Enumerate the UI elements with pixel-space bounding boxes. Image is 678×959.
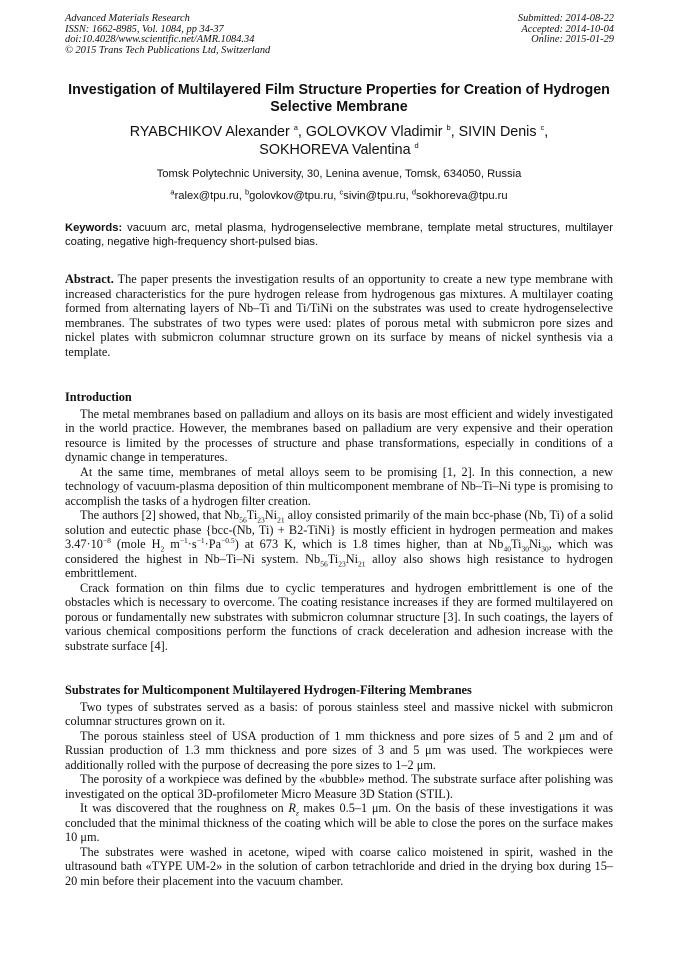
email-mark: d	[411, 187, 417, 197]
roughness-symbol: $R_z$	[288, 801, 299, 818]
paragraph: It was discovered that the roughness on $R_z$ makes 0.5–1 μm. On the basis of these investigations it was concluded that the minimal thickness of the coating which will be able to close the pores on the surface makes 10 μm.	[65, 801, 613, 844]
abstract-label: Abstract.	[65, 272, 114, 286]
paragraph: At the same time, membranes of metal alloys seem to be promising [1, 2]. In this connection, a new technology of vacuum-plasma deposition of thin multicomponent membrane of Nb–Ti–Ni type is promising to accomplish the tasks of a hydrogen filter creation.	[65, 464, 613, 508]
copyright-line: © 2015 Trans Tech Publications Ltd, Switzerland	[65, 44, 271, 56]
paragraph: The porosity of a workpiece was defined by the «bubble» method. The substrate surface after polishing was investigated on the optical 3D-profilometer Micro Measure 3D Station (STIL).	[65, 772, 613, 801]
author-list: RYABCHIKOV Alexander $^a$, GOLOVKOV Vladimir $^b$, SIVIN Denis $^c$, SOKHOREVA Valentina $^d$	[129, 123, 549, 158]
substrates-heading: Substrates for Multicomponent Multilayered Hydrogen-Filtering Membranes	[65, 683, 472, 697]
alloy-formula: $Nb_{56}Ti_{23}Ni_{21}$	[224, 508, 285, 525]
abstract-section	[65, 272, 613, 359]
journal-info	[65, 14, 270, 56]
author-mark: c	[540, 123, 545, 133]
introduction-heading: Introduction	[65, 390, 132, 404]
alloy-formula: $Nb_{40}Ti_{30}Ni_{30}$	[488, 537, 549, 554]
paper-title: Investigation of Multilayered Film Structure Properties for Creation of Hydrogen Selective Membrane	[68, 82, 610, 115]
paragraph: Two types of substrates served as a basis: of porous stainless steel and massive nickel with submicron columnar structures grown on it.	[65, 699, 613, 728]
author-mark: d	[414, 141, 419, 151]
author-name: RYABCHIKOV Alexander	[129, 124, 290, 140]
paragraph: The porous stainless steel of USA production of 1 mm thickness and pore sizes of 5 and 2 μm and of Russian production of 1.3 mm thickness and pore sizes of 3 and 5 μm was used. The workpieces were additionally rolled with the purpose of decreasing the pore sizes to 1–2 μm.	[65, 728, 613, 772]
keywords-text: vacuum arc, metal plasma, hydrogenselective membrane, template metal structures, multilayer coating, negative high-frequency short-pulsed bias.	[65, 222, 613, 248]
email-link[interactable]: sivin@tpu.ru	[343, 190, 406, 202]
email-link[interactable]: golovkov@tpu.ru	[249, 190, 334, 202]
accepted-date: Accepted: 2014-10-04	[521, 23, 614, 35]
abstract-text: The paper presents the investigation results of an opportunity to create a new type membrane with increased characteristics for the pure hydrogen release from hydrogenous gas mixtures. A multilayer coating formed from alternating layers of Nb–Ti and Ti/TiNi on the substrates was used to create hydrogenselective membranes. The substrates of two types were used: plates of porous metal with submicron pore sizes and nickel plates with submicron columnar structure grown on its surface by means of nickel synthesis via a template.	[65, 272, 613, 359]
author-name: SIVIN Denis	[458, 124, 537, 140]
keywords-label: Keywords:	[65, 222, 123, 234]
paragraph: The metal membranes based on palladium and alloys on its basis are most efficient and widely investigated in the world practice. However, the membranes based on palladium are very expensive and their operation resource is limited by the processes of structure and phase transformations, especially in conditions of a dynamic change in temperatures.	[65, 406, 613, 464]
author-mark: a	[293, 123, 298, 133]
email-mark: c	[339, 187, 344, 197]
online-date: Online: 2015-01-29	[531, 34, 614, 46]
substrates-section	[65, 683, 613, 888]
alloy-formula: $Nb_{56}Ti_{23}Ni_{21}$	[305, 551, 366, 568]
affiliation: Tomsk Polytechnic University, 30, Lenina avenue, Tomsk, 634050, Russia	[156, 168, 522, 180]
issn-line: ISSN: 1662-8985, Vol. 1084, pp 34-37	[65, 23, 224, 35]
email-mark: a	[170, 187, 175, 197]
author-mark: b	[446, 123, 451, 133]
author-name: SOKHOREVA Valentina	[259, 142, 411, 158]
dates-info	[518, 14, 614, 46]
keywords-block	[65, 221, 613, 249]
paragraph: The substrates were washed in acetone, wiped with coarse calico moistened in spirit, washed in the ultrasound bath «TYPE UM-2» in the solution of carbon tetrachloride and dried in the drying box during 15–20 min before their placement into the vacuum chamber.	[65, 844, 613, 888]
author-name: GOLOVKOV Vladimir	[305, 124, 443, 140]
email-link[interactable]: sokhoreva@tpu.ru	[416, 190, 508, 202]
paragraph: The authors [2] showed, that $Nb_{56}Ti_{23}Ni_{21}$ alloy consisted primarily of the main bcc-phase (Nb, Ti) of a solid solution and eutectic phase {bcc-(Nb, Ti) + B2-TiNi} is mostly efficient in hydrogen permeation and makes $3.47\cdot 10^{-8}$ (mole $H_2$ $m^{-1}\cdot s^{-1}\cdot Pa^{-0.5}$) at 673 K, which is 1.8 times higher, than at $Nb_{40}Ti_{30}Ni_{30}$, which was considered the highest in Nb–Ti–Ni system. $Nb_{56}Ti_{23}Ni_{21}$ alloy also shows high resistance to hydrogen embrittlement.	[65, 508, 614, 580]
introduction-section	[65, 390, 613, 653]
paragraph: Crack formation on thin films due to cyclic temperatures and hydrogen embrittlement is one of the obstacles which is necessary to overcome. The coating resistance increases if they are formed multilayered on porous or fundamentally new substrates with submicron columnar structure [3]. In such coatings, the layers of various chemical compositions perform the functions of crack deceleration and adhesion increase with the substrate surface [4].	[65, 580, 613, 653]
submitted-date: Submitted: 2014-08-22	[517, 13, 614, 24]
email-list: $^a$ralex@tpu.ru, $^b$golovkov@tpu.ru, $^c$sivin@tpu.ru, $^d$sokhoreva@tpu.ru	[170, 187, 508, 202]
doi-line[interactable]: doi:10.4028/www.scientific.net/AMR.1084.34	[65, 34, 255, 46]
email-link[interactable]: ralex@tpu.ru	[174, 190, 239, 202]
journal-name: Advanced Materials Research	[65, 13, 190, 24]
email-mark: b	[245, 187, 250, 197]
